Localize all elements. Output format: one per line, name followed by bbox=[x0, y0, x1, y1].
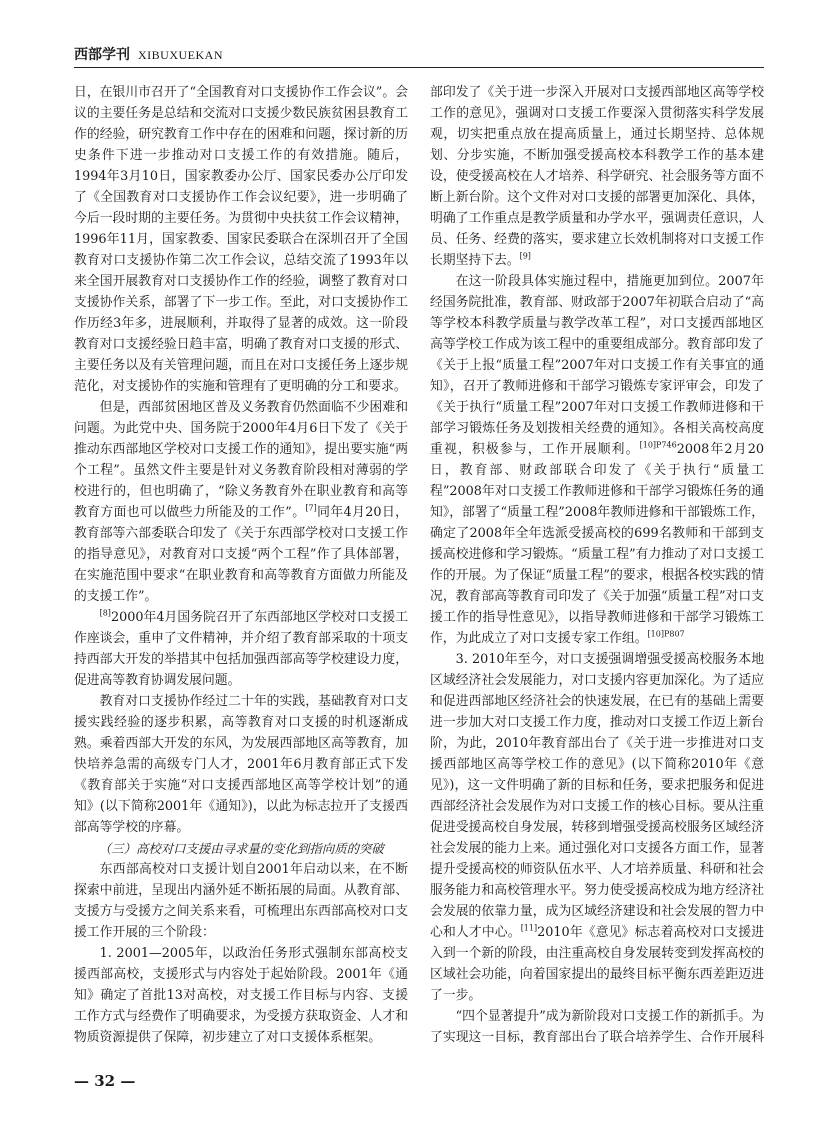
right-column bbox=[430, 82, 764, 1048]
left-column bbox=[74, 82, 408, 1048]
paragraph-text: 教育对口支援协作经过二十年的实践，基础教育对口支援实践经验的逐步积累，高等教育对口支援的时机逐渐成熟。乘着西部大开发的东风，为发展西部地区高等教育，加快培养急需的高级专门人才，2001年6月教育部正式下发《教育部关于实施“对口支援西部地区高等学校计划”的通知》(以下简称2001年《通知》)，以此为标志拉开了支援西部高等学校的序幕。 bbox=[74, 694, 408, 835]
citation-ref: [11] bbox=[520, 923, 538, 933]
paragraph bbox=[430, 82, 764, 271]
paragraph-text: 2010年《意见》标志着高校对口支援进入到一个新的阶段，由注重高校自身发展转变到发挥高校的区域社会功能，向着国家提出的最终目标平衡东西差距迈进了一步。 bbox=[430, 925, 764, 1003]
paragraph-text: 3. 2010年至今，对口支援强调增强受援高校服务本地区域经济社会发展能力，对口支援内容更加深化。为了适应和促进西部地区经济社会的快速发展，在已有的基础上需要进一步加大对口支援工作力度，推动对口支援工作迈上新台阶，为此，2010年教育部出台了《关于进一步推进对口支援西部地区高等学校工作的意见》(以下简称2010年《意见》)，这一文件明确了新的目标和任务，要求把服务和促进西部经济社会发展作为对口支援工作的核心目标。要从注重促进受援高校自身发展，转移到增强受援高校服务区域经济社会发展的能力上来。通过强化对口支援各方面工作，显著提升受援高校的师资队伍水平、人才培养质量、科研和社会服务能力和高校管理水平。努力使受援高校成为地方经济社会发展的依靠力量，成为区域经济建设和社会发展的智力中心和人才中心。 bbox=[430, 652, 764, 940]
paragraph bbox=[430, 1006, 764, 1048]
citation-ref: [8] bbox=[99, 608, 111, 618]
paragraph-text: 同年4月20日，教育部等六部委联合印发了《关于东西部学校对口支援工作的指导意见》，对教育对口支援“两个工程”作了具体部署，在实施范围中要求“在职业教育和高等教育方面做力所能及的支援工作”。 bbox=[74, 505, 408, 604]
paragraph-text: （三）高校对口支援由寻求量的变化到指向质的突破 bbox=[98, 841, 384, 856]
citation-ref: [10]P746 bbox=[639, 440, 677, 450]
paragraph-text: 但是，西部贫困地区普及义务教育仍然面临不少困难和问题。为此党中央、国务院于2000年4月6日下发了《关于推动东西部地区学校对口支援工作的通知》，提出要实施“两个工程”。虽然文件主要是针对义务教育阶段相对薄弱的学校进行的，但也明确了，“除义务教育外在职业教育和高等教育方面也可以做些力所能及的工作”。 bbox=[74, 400, 408, 520]
paragraph bbox=[74, 397, 408, 607]
page-number: — 32 — bbox=[74, 1072, 136, 1090]
paragraph-text: “四个显著提升”成为新阶段对口支援工作的新抓手。为了实现这一目标，教育部出台了联合培养学生、合作开展科 bbox=[430, 1009, 764, 1045]
citation-ref: [9] bbox=[519, 251, 531, 261]
paragraph bbox=[74, 691, 408, 838]
paragraph-text: 2000年4月国务院召开了东西部地区学校对口支援工作座谈会，重申了文件精神，并介绍了教育部采取的十项支持西部大开发的举措其中包括加强西部高等学校建设力度，促进高等教育协调发展问题。 bbox=[74, 610, 408, 688]
paragraph bbox=[430, 271, 764, 649]
paragraph-text: 在这一阶段具体实施过程中，措施更加到位。2007年经国务院批准，教育部、财政部于2007年初联合启动了“高等学校本科教学质量与教学改革工程”，对口支援西部地区高等学校工作成为该工程中的重要组成部分。教育部印发了《关于上报“质量工程”2007年对口支援工作有关事宜的通知》，召开了教师进修和干部学习锻炼专家评审会，印发了《关于执行“质量工程”2007年对口支援工作教师进修和干部学习锻炼任务及划拨相关经费的通知》。各相关高校高度重视，积极参与，工作开展顺利。 bbox=[430, 274, 764, 457]
paragraph bbox=[74, 859, 408, 943]
paragraph bbox=[430, 649, 764, 1006]
paragraph bbox=[74, 607, 408, 691]
paragraph bbox=[74, 82, 408, 397]
paragraph-text: 2008年2月20日，教育部、财政部联合印发了《关于执行“质量工程”2008年对口支援工作教师进修和干部学习锻炼任务的通知》，部署了“质量工程”2008年教师进修和干部锻炼工作，确定了2008年全年选派受援高校的699名教师和干部到支援高校进修和学习锻炼。“质量工程”有力推动了对口支援工作的开展。为了保证“质量工程”的要求，根据各校实践的情况，教育部高等教育司印发了《关于加强“质量工程”对口支援工作的指导性意见》，以指导教师进修和干部学习锻炼工作，为此成立了对口支援专家工作组。 bbox=[430, 442, 764, 646]
journal-pinyin: XIBUXUEKAN bbox=[138, 48, 223, 62]
section-heading bbox=[74, 838, 408, 859]
citation-ref: [10]P807 bbox=[647, 629, 685, 639]
paragraph-text: 日，在银川市召开了“全国教育对口支援协作工作会议”。会议的主要任务是总结和交流对口支援少数民族贫困县教育工作的经验，研究教育工作中存在的困难和问题，探讨新的历史条件下进一步推动对口支援工作的有效措施。随后，1994年3月10日，国家教委办公厅、国家民委办公厅印发了《全国教育对口支援协作工作会议纪要》，进一步明确了今后一段时期的主要任务。为贯彻中央扶贫工作会议精神，1996年11月，国家教委、国家民委联合在深圳召开了全国教育对口支援协作第二次工作会议，总结交流了1993年以来全国开展教育对口支援协作工作的经验，调整了教育对口支援协作关系，部署了下一步工作。至此，对口支援协作工作历经3年多，进展顺利，并取得了显著的成效。这一阶段教育对口支援经验日趋丰富，明确了教育对口支援的形式、主要任务以及有关管理问题，而且在对口支援任务上逐步规范化，对支援协作的实施和管理有了更明确的分工和要求。 bbox=[74, 85, 408, 394]
citation-ref: [7] bbox=[305, 503, 317, 513]
paragraph-text: 1. 2001—2005年，以政治任务形式强制东部高校支援西部高校，支援形式与内容处于起始阶段。2001年《通知》确定了首批13对高校，对支援工作目标与内容、支援工作方式与经费作了明确要求，为受援方获取资金、人才和物质资源提供了保障，初步建立了对口支援体系框架。 bbox=[74, 946, 408, 1045]
running-header bbox=[74, 37, 764, 68]
paragraph-text: 东西部高校对口支援计划自2001年启动以来，在不断探索中前进，呈现出内涵外延不断拓展的局面。从教育部、支援方与受援方之间关系来看，可梳理出东西部高校对口支援工作开展的三个阶段： bbox=[74, 862, 408, 940]
paragraph-text: 部印发了《关于进一步深入开展对口支援西部地区高等学校工作的意见》，强调对口支援工作要深入贯彻落实科学发展观，切实把重点放在提高质量上，通过长期坚持、总体规划、分步实施，不断加强受援高校本科教学工作的基本建设，使受援高校在人才培养、科学研究、社会服务等方面不断上新台阶。这个文件对对口支援的部署更加深化、具体，明确了工作重点是教学质量和办学水平，强调责任意识，人员、任务、经费的落实，要求建立长效机制将对口支援工作长期坚持下去。 bbox=[430, 85, 764, 268]
journal-title: 西部学刊 bbox=[74, 47, 130, 63]
paragraph bbox=[74, 943, 408, 1048]
body-columns bbox=[74, 82, 764, 1048]
